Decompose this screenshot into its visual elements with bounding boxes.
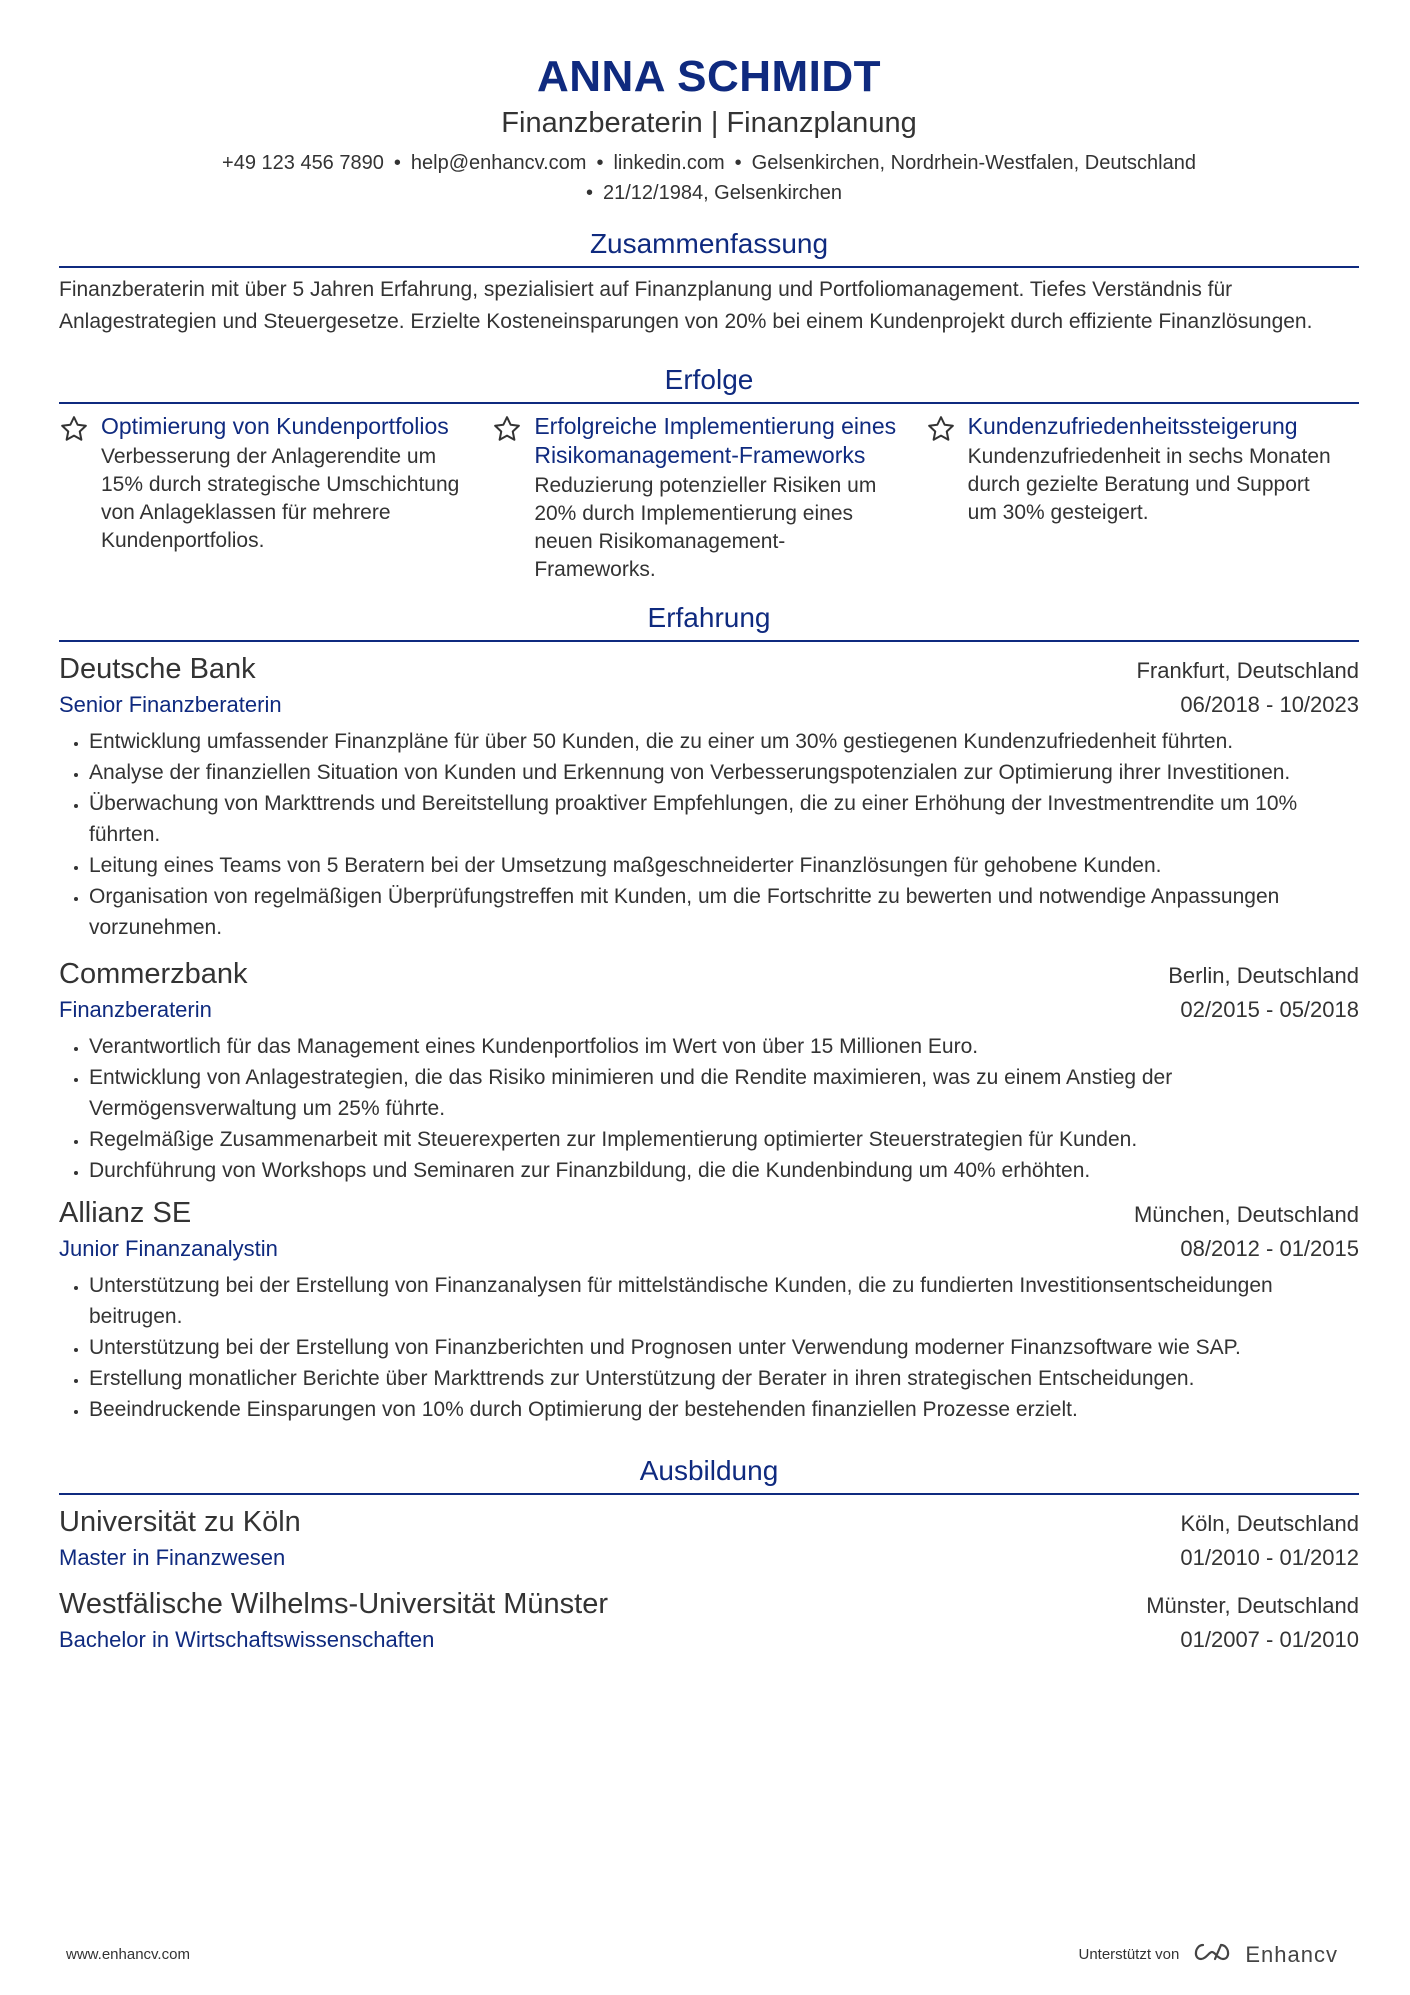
candidate-subtitle: Finanzberaterin | Finanzplanung	[501, 107, 917, 139]
star-icon	[59, 412, 101, 584]
job-bullets	[59, 1031, 1359, 1186]
job-company: Commerzbank	[59, 958, 248, 990]
achievement-title: Erfolgreiche Implementierung eines Risikomanagement-Frameworks	[534, 413, 897, 468]
section-divider	[59, 640, 1359, 642]
achievement-item	[492, 412, 925, 584]
achievement-desc: Verbesserung der Anlagerendite um 15% durch strategische Umschichtung von Anlageklassen für mehrere Kundenportfolios.	[101, 445, 460, 552]
job-role: Senior Finanzberaterin	[59, 692, 282, 717]
section-title-achievements: Erfolge	[664, 364, 754, 395]
section-title-education: Ausbildung	[639, 1455, 779, 1486]
star-icon	[926, 412, 968, 584]
list-item: • Regelmäßige Zusammenarbeit mit Steuerexperten zur Implementierung optimierter Steuerstrategien für Kunden.	[89, 1124, 1359, 1155]
job-dates: 02/2015 - 05/2018	[1180, 997, 1359, 1022]
footer-branding	[1078, 1940, 1338, 1969]
footer-url[interactable]: www.enhancv.com	[66, 1946, 190, 1963]
education-degree: Bachelor in Wirtschaftswissenschaften	[59, 1627, 435, 1652]
job-entry	[59, 1194, 1359, 1425]
job-entry	[59, 955, 1359, 1186]
list-item: • Entwicklung von Anlagestrategien, die das Risiko minimieren und die Rendite maximieren, was zu einem Anstieg der Vermögensverwaltung um 25% führte.	[89, 1062, 1359, 1124]
contact-birth: 21/12/1984, Gelsenkirchen	[602, 182, 843, 204]
job-bullets	[59, 1270, 1359, 1425]
job-dates: 06/2018 - 10/2023	[1180, 692, 1359, 717]
job-company: Deutsche Bank	[59, 653, 256, 685]
education-entry	[59, 1585, 1359, 1657]
achievement-item	[926, 412, 1359, 584]
enhancv-logo-icon	[1189, 1940, 1235, 1969]
job-company: Allianz SE	[59, 1197, 192, 1229]
education-dates: 01/2007 - 01/2010	[1180, 1627, 1359, 1652]
section-divider	[59, 402, 1359, 404]
contact-linkedin[interactable]: linkedin.com	[613, 152, 725, 174]
education-degree: Master in Finanzwesen	[59, 1545, 286, 1570]
list-item: • Entwicklung umfassender Finanzpläne für über 50 Kunden, die zu einer um 30% gestiegenen Kundenzufriedenheit führten.	[89, 726, 1359, 757]
achievement-title: Kundenzufriedenheitssteigerung	[967, 413, 1298, 439]
list-item: • Organisation von regelmäßigen Überprüfungstreffen mit Kunden, um die Fortschritte zu bewerten und notwendige Anpassungen vorzunehmen.	[89, 881, 1359, 943]
education-location: Münster, Deutschland	[1146, 1593, 1359, 1618]
page-footer	[66, 1940, 1338, 1969]
job-location: Frankfurt, Deutschland	[1136, 658, 1359, 683]
job-entry	[59, 650, 1359, 943]
section-title-summary: Zusammenfassung	[589, 228, 829, 259]
list-item: • Verantwortlich für das Management eines Kundenportfolios im Wert von über 15 Millionen Euro.	[89, 1031, 1359, 1062]
job-location: Berlin, Deutschland	[1168, 963, 1359, 988]
separator-dot: •	[393, 152, 401, 174]
footer-powered-label: Unterstützt von	[1078, 1946, 1180, 1963]
list-item: • Unterstützung bei der Erstellung von Finanzanalysen für mittelständische Kunden, die zu fundierten Investitionsentscheidungen beitrugen.	[89, 1270, 1359, 1332]
achievements-list	[59, 412, 1359, 584]
star-icon	[492, 412, 534, 584]
experience-section	[59, 598, 1359, 1425]
job-dates: 08/2012 - 01/2015	[1180, 1236, 1359, 1261]
achievement-desc: Reduzierung potenzieller Risiken um 20% durch Implementierung eines neuen Risikomanagement-Frameworks.	[534, 474, 877, 581]
separator-dot: •	[585, 182, 593, 204]
list-item: • Beeindruckende Einsparungen von 10% durch Optimierung der bestehenden finanziellen Prozesse erzielt.	[89, 1394, 1359, 1425]
education-dates: 01/2010 - 01/2012	[1180, 1545, 1359, 1570]
summary-text: Finanzberaterin mit über 5 Jahren Erfahrung, spezialisiert auf Finanzplanung und Portfoliomanagement. Tiefes Verständnis für Anlagestrategien und Steuergesetze. Erzielte Kosteneinsparungen von 20% bei einem Kundenprojekt durch effiziente Finanzlösungen.	[59, 278, 1313, 333]
separator-dot: •	[596, 152, 604, 174]
list-item: • Erstellung monatlicher Berichte über Markttrends zur Unterstützung der Berater in ihren strategischen Entscheidungen.	[89, 1363, 1359, 1394]
education-location: Köln, Deutschland	[1180, 1511, 1359, 1536]
summary-section	[59, 224, 1359, 338]
achievement-desc: Kundenzufriedenheit in sechs Monaten durch gezielte Beratung und Support um 30% gesteigert.	[967, 445, 1331, 524]
footer-brand: Enhancv	[1245, 1941, 1338, 1967]
job-role: Junior Finanzanalystin	[59, 1236, 278, 1261]
contact-phone: +49 123 456 7890	[222, 152, 384, 174]
section-divider	[59, 266, 1359, 268]
job-location: München, Deutschland	[1133, 1202, 1359, 1227]
separator-dot: •	[734, 152, 742, 174]
candidate-name: ANNA SCHMIDT	[536, 52, 882, 101]
contact-location: Gelsenkirchen, Nordrhein-Westfalen, Deutschland	[751, 152, 1196, 174]
section-divider	[59, 1493, 1359, 1495]
contact-email[interactable]: help@enhancv.com	[410, 152, 587, 174]
resume-page	[59, 0, 1359, 1657]
achievement-item	[59, 412, 492, 584]
achievements-section	[59, 360, 1359, 584]
education-section	[59, 1451, 1359, 1657]
list-item: • Durchführung von Workshops und Seminaren zur Finanzbildung, die die Kundenbindung um 40% erhöhten.	[89, 1155, 1359, 1186]
education-school: Universität zu Köln	[59, 1506, 301, 1538]
achievement-title: Optimierung von Kundenportfolios	[101, 413, 449, 439]
section-title-experience: Erfahrung	[647, 602, 771, 633]
education-school: Westfälische Wilhelms-Universität Münster	[59, 1588, 608, 1620]
education-entry	[59, 1503, 1359, 1575]
list-item: • Unterstützung bei der Erstellung von Finanzberichten und Prognosen unter Verwendung moderner Finanzsoftware wie SAP.	[89, 1332, 1359, 1363]
list-item: • Leitung eines Teams von 5 Beratern bei der Umsetzung maßgeschneiderter Finanzlösungen für gehobene Kunden.	[89, 850, 1359, 881]
job-role: Finanzberaterin	[59, 997, 212, 1022]
list-item: • Analyse der finanziellen Situation von Kunden und Erkennung von Verbesserungspotenzialen zur Optimierung ihrer Investitionen.	[89, 757, 1359, 788]
job-bullets	[59, 726, 1359, 943]
list-item: • Überwachung von Markttrends und Bereitstellung proaktiver Empfehlungen, die zu einer Erhöhung der Investmentrendite um 10% führten.	[89, 788, 1359, 850]
contact-line	[59, 148, 1359, 208]
